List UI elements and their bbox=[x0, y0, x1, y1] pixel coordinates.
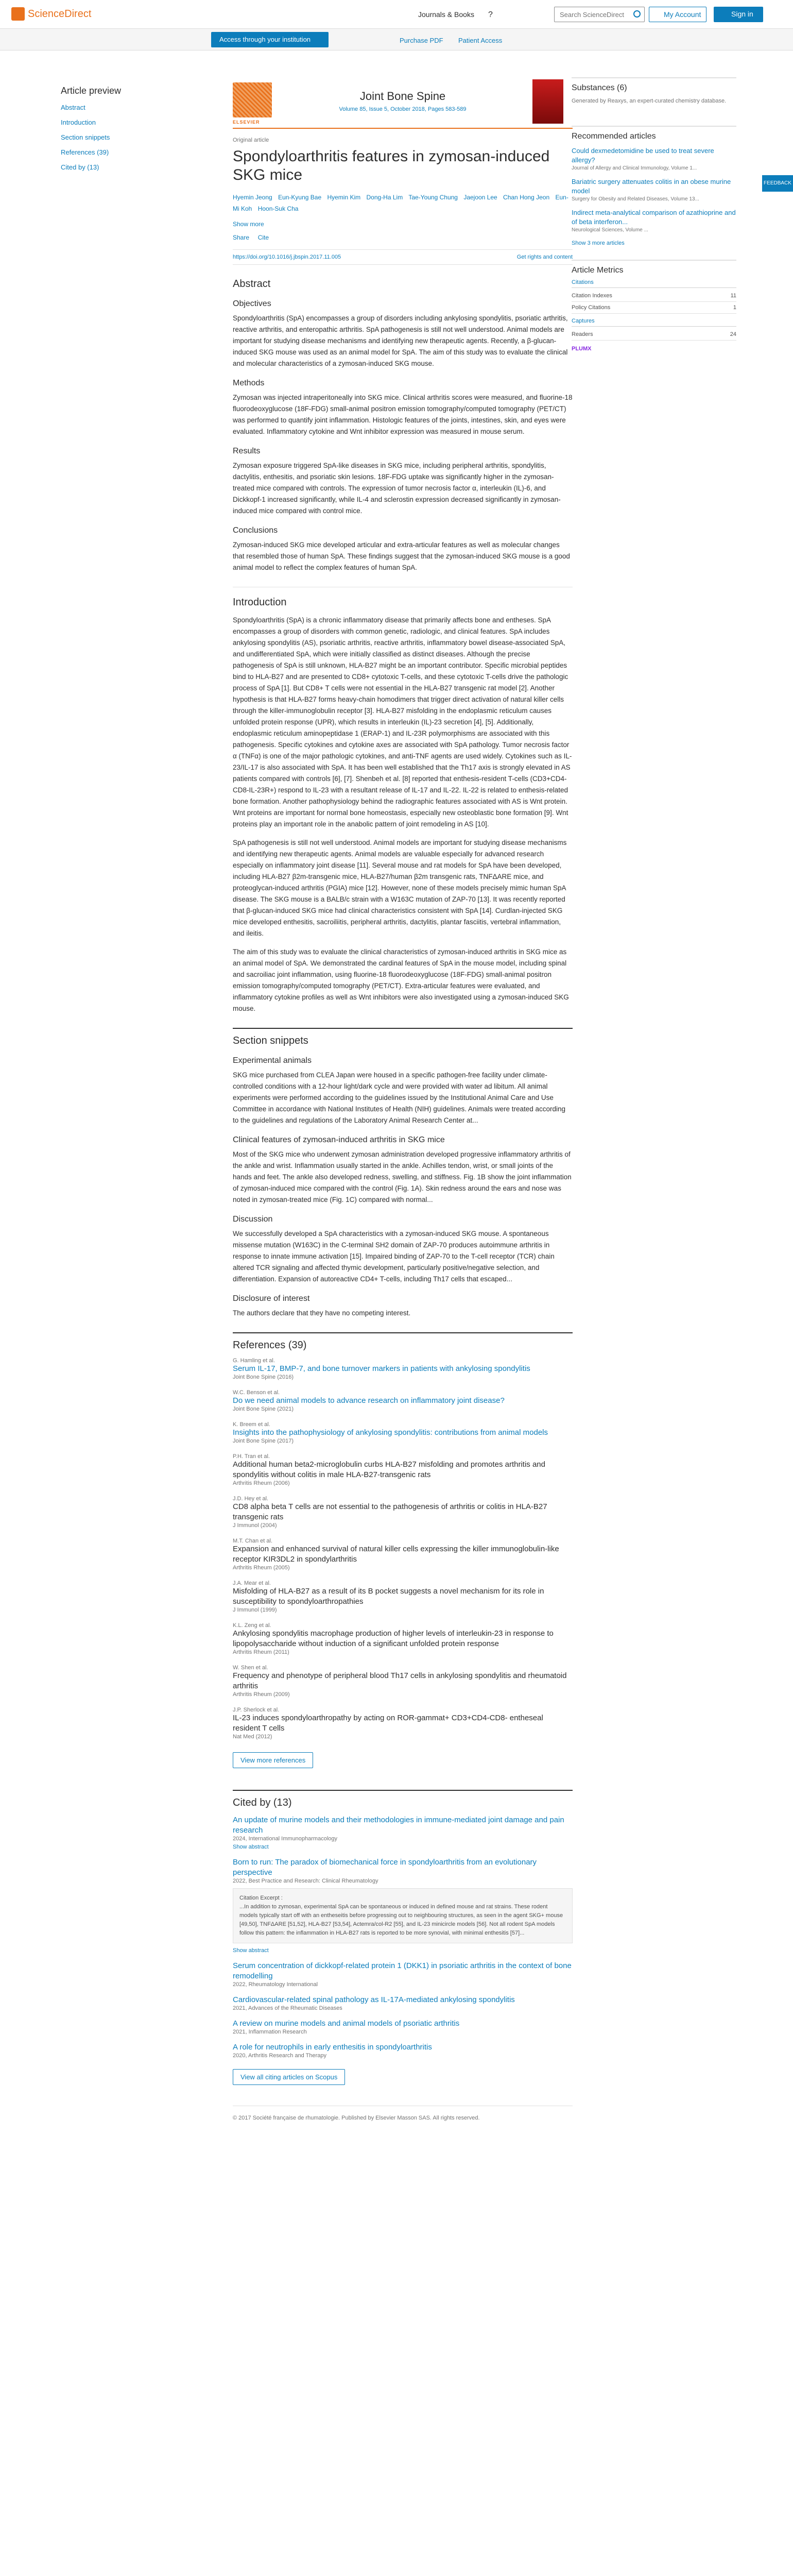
reference-source: J Immunol (2004) bbox=[233, 1522, 277, 1529]
reference-title[interactable]: Insights into the pathophysiology of ankylosing spondylitis: contributions from animal models bbox=[233, 1428, 548, 1437]
citing-title[interactable]: An update of murine models and their methodologies in immune-mediated joint damage and pain research bbox=[233, 1816, 564, 1835]
snippet-heading: Disclosure of interest bbox=[233, 1294, 310, 1303]
reference-title: Misfolding of HLA-B27 as a result of its B pocket suggests a novel mechanism for its role in susceptibility to spondyloarthropathies bbox=[233, 1587, 544, 1606]
outline-cited-by[interactable]: Cited by (13) bbox=[61, 163, 99, 171]
view-more-references-button[interactable]: View more references bbox=[233, 1752, 313, 1768]
feedback-button[interactable]: FEEDBACK bbox=[762, 175, 793, 192]
metric-value: 24 bbox=[730, 331, 736, 337]
search-icon[interactable] bbox=[633, 10, 641, 18]
reference-authors: P.H. Tran et al. bbox=[233, 1453, 270, 1460]
objectives-text: Spondyloarthritis (SpA) encompasses a group of disorders including ankylosing spondylitis, psoriatic arthritis, reactive arthritis, and enteropathic arthritis. SpA pathogenesis is still not well understood. Animal models are important for studying disease mechanisms and identifying new therapeutic agents. Recently, a β-glucan-induced SKG mouse was used as an animal model for SpA. The aim of this study was to evaluate the clinical and molecular characteristics of a zymosan-induced SKG mouse. bbox=[233, 314, 568, 367]
access-institution-button[interactable]: Access through your institution bbox=[211, 32, 329, 47]
share-button[interactable]: Share bbox=[233, 234, 250, 241]
reference-title: IL-23 induces spondyloarthropathy by acting on ROR-gammat+ CD3+CD4-CD8- entheseal resident T cells bbox=[233, 1714, 543, 1733]
outline-references[interactable]: References (39) bbox=[61, 148, 109, 156]
reference-list bbox=[233, 1358, 573, 1740]
metric-group: Citations bbox=[572, 279, 736, 288]
rec-title[interactable]: Indirect meta-analytical comparison of azathioprine and of beta interferon... bbox=[572, 209, 736, 226]
help-icon[interactable]: ? bbox=[488, 10, 493, 19]
citing-source: 2022, Rheumatology International bbox=[233, 1981, 318, 1988]
metric-row bbox=[572, 290, 736, 302]
reference-source: Arthritis Rheum (2005) bbox=[233, 1565, 290, 1571]
metric-row bbox=[572, 329, 736, 341]
journals-books-link[interactable]: Journals & Books bbox=[418, 10, 474, 19]
results-text: Zymosan exposure triggered SpA-like diseases in SKG mice, including peripheral arthritis, spondylitis, dactylitis, enthesitis, and psoriatic skin lesions. 18F-FDG uptake was significantly higher in the zymosan-treated mice compared with controls. The expression of tumor necrosis factor α, interleukin (IL)-6, and Dickkopf-1 increased significantly, while IL-4 and sclerostin expression decreased significantly in zymosan-induced mice compared with control mice. bbox=[233, 462, 561, 515]
reference-authors: K.L. Zeng et al. bbox=[233, 1622, 271, 1629]
recommended-panel bbox=[572, 126, 736, 247]
copyright-notice: © 2017 Société française de rhumatologie. Published by Elsevier Masson SAS. All rights reserved. bbox=[233, 2106, 573, 2123]
article-outline bbox=[61, 86, 164, 178]
citing-title[interactable]: A review on murine models and animal models of psoriatic arthritis bbox=[233, 2019, 460, 2028]
patient-access-link[interactable]: Patient Access bbox=[458, 37, 503, 44]
rec-journal: Surgery for Obesity and Related Diseases, Volume 13... bbox=[572, 196, 699, 202]
author-link[interactable]: Dong-Ha Lim bbox=[366, 194, 403, 201]
reference-authors: W. Shen et al. bbox=[233, 1665, 268, 1671]
rec-journal: Neurological Sciences, Volume ... bbox=[572, 227, 648, 233]
citing-source: 2024, International Immunopharmacology bbox=[233, 1836, 338, 1842]
author-list bbox=[233, 192, 573, 214]
metric-label: Citation Indexes bbox=[572, 293, 612, 299]
citing-source: 2022, Best Practice and Research: Clinical Rheumatology bbox=[233, 1878, 378, 1884]
recommended-article[interactable] bbox=[572, 208, 736, 234]
reference-title: Additional human beta2-microglobulin curbs HLA-B27 misfolding and promotes arthritis and spondylitis without colitis in male HLA-B27-transgenic rats bbox=[233, 1460, 545, 1479]
outline-title: Article preview bbox=[61, 86, 122, 96]
rec-journal: Journal of Allergy and Clinical Immunology, Volume 1... bbox=[572, 165, 697, 171]
snippet-heading: Discussion bbox=[233, 1215, 273, 1224]
excerpt-text: ...In addition to zymosan, experimental SpA can be spontaneous or induced in defined mouse and rat strains. These rodent models typically start off with an entheseitis before progressing out to neighbouring structures, as seen in the agent SKG+ mouse [49,50], TNFΔARE [51,52], HLA-B27 [53,54], Actemra/col-R2 [55], and IL-23 minicircle models [56]. Not all rodent SpA models follow this pattern: the inflammation in HLA-B27 rats is reported to be more synovial, with minimal enthesitis [57]... bbox=[239, 1904, 563, 1936]
share-cite-row bbox=[233, 234, 573, 241]
doi-row bbox=[233, 249, 573, 265]
metric-label: Policy Citations bbox=[572, 304, 611, 311]
show-more-button[interactable]: Show more bbox=[233, 221, 264, 228]
cited-by-heading: Cited by (13) bbox=[233, 1790, 573, 1809]
author-link[interactable]: Eun-Kyung Bae bbox=[278, 194, 322, 201]
reference-item bbox=[233, 1453, 573, 1486]
elsevier-tree-icon bbox=[11, 7, 25, 21]
citing-article bbox=[233, 1961, 573, 1988]
outline-abstract[interactable]: Abstract bbox=[61, 104, 85, 111]
reference-source: Joint Bone Spine (2017) bbox=[233, 1438, 294, 1444]
abstract-heading: Abstract bbox=[233, 278, 271, 290]
reference-title: Ankylosing spondylitis macrophage production of higher levels of interleukin-23 in response to lipopolysaccharide without induction of a significant unfolded protein response bbox=[233, 1629, 554, 1648]
cited-by-list bbox=[233, 1815, 573, 2059]
my-account-button[interactable]: My Account bbox=[649, 7, 706, 22]
purchase-pdf-link[interactable]: Purchase PDF bbox=[400, 37, 443, 44]
reference-authors: M.T. Chan et al. bbox=[233, 1538, 273, 1544]
results-heading: Results bbox=[233, 447, 261, 455]
sciencedirect-logo[interactable] bbox=[11, 7, 91, 21]
citing-article bbox=[233, 1995, 573, 2011]
metric-value: 1 bbox=[733, 304, 736, 311]
reference-item bbox=[233, 1622, 573, 1655]
cite-button[interactable]: Cite bbox=[257, 234, 269, 241]
reference-item bbox=[233, 1665, 573, 1698]
journal-volume[interactable]: Volume 85, Issue 5, October 2018, Pages 583-589 bbox=[339, 106, 467, 112]
article-type: Original article bbox=[233, 137, 269, 143]
reference-item bbox=[233, 1358, 573, 1380]
outline-snippets[interactable]: Section snippets bbox=[61, 133, 110, 141]
reference-item bbox=[233, 1538, 573, 1571]
recommended-article[interactable] bbox=[572, 146, 736, 172]
reference-source: Arthritis Rheum (2011) bbox=[233, 1649, 289, 1655]
citing-source: 2021, Inflammation Research bbox=[233, 2029, 307, 2035]
doi-link[interactable]: https://doi.org/10.1016/j.jbspin.2017.11.005 bbox=[233, 254, 341, 260]
substances-text: Generated by Reaxys, an expert-curated chemistry database. bbox=[572, 98, 727, 104]
metric-group: Captures bbox=[572, 318, 736, 327]
introduction-paragraph: Spondyloarthritis (SpA) is a chronic inflammatory disease that primarily affects bone and entheses. SpA encompasses a group of disorders with common genetic, radiologic, and clinical features. SpA includes ankylosing spondylitis (AS), psoriatic arthritis, reactive arthritis, inflammatory bowel disease-associated SpA, and undifferentiated SpA, which were initially classified as distinct diseases. Although the precise pathogenesis of SpA is still unknown, HLA-B27 might be an important contributor. Specific microbial peptides bind to HLA-B27 and are presented to CD8+ cytotoxic T-cells, and these cytotoxic T-cells drive the pathologic process of SpA [1]. But CD8+ T cells were not essential in the HLA-B27 transgenic rat model [2]. Another hypothesis is that HLA-B27 forms heavy-chain homodimers that trigger direct activation of natural killer cells through the killer-immunoglobulin receptor [3]. HLA-B27 misfolding in the endoplasmic reticulum causes unfolded protein response (UPR), which results in interleukin (IL)-23 secretion [4], [5]. Additionally, endoplasmic reticulum aminopeptidase 1 (ERAP-1) and IL-23R polymorphisms are associated with this pathogenesis. Specific cytokines and cytokine axes are associated with SpA pathology. Tumor necrosis factor α (TNFα) is one of the major pathologic cytokines, and anti-TNF agents are used widely. Cytokines such as IL-23/IL-17 is also associated with SpA. It has been well established that the Th17 axis is strongly elevated in AS patients compared with controls [6], [7]. Shenbeh et al. [8] reported that enthesis-resident T-cells (CD3+CD4-CD8-IL-23R+) respond to IL-23 with a resultant release of IL-17 and IL-22. IL-22 is related to enthesis-related bone formation. Another pathophysiology behind the radiographic features associated with AS is Wnt protein. Wnt proteins are important for normal bone homeostasis, especially new osteoblastic bone formation [9]. Wnt proteins play an important role in the anabolic pattern of joint remodeling in AS [10]. bbox=[233, 616, 572, 828]
author-link[interactable]: Jaejoon Lee bbox=[463, 194, 497, 201]
reference-title: CD8 alpha beta T cells are not essential to the pathogenesis of arthritis or colitis in HLA-B27 transgenic rats bbox=[233, 1502, 547, 1521]
article-title: Spondyloarthritis features in zymosan-induced SKG mice bbox=[233, 148, 550, 183]
search-input[interactable] bbox=[554, 7, 645, 22]
reference-title: Expansion and enhanced survival of natural killer cells expressing the killer immunoglobulin-like receptor KIR3DL2 in spondylarthritis bbox=[233, 1545, 559, 1564]
snippet-text: Most of the SKG mice who underwent zymosan administration developed progressive inflammatory arthritis of the ankle and wrist. Inflammation usually started in the ankle. Achilles tendon, wrist, or small joints of the hands and feet. The ankle also developed redness, swelling, and stiffness. Fig. 1B show the joint inflammation of zymosan-induced mice compared with the control (Fig. 1A). Skin redness around the ears and nose was noted in zymosan-treated mice (Fig. 1C) compared with normal... bbox=[233, 1150, 572, 1204]
plumx-logo[interactable]: PLUMX bbox=[572, 346, 592, 352]
introduction-paragraph: SpA pathogenesis is still not well understood. Animal models are important for studying disease mechanisms and identifying new therapeutic agents. Animal models are valuable especially for advanced research especially on inflammatory joint disease [11]. Several mouse and rat models for SpA have been developed, including HLA-B27 β2m-transgenic mice, HLA-B27/human β2m transgenic rats, TNFΔARE mice, and proteoglycan-induced arthritis (PGIA) mice [12]. However, none of these models precisely mimic human SpA disease. The SKG mouse is a BALB/c strain with a W163C mutation of ZAP-70 [13]. It was recently reported that β-glucan-induced SKG mice had clinical characteristics consistent with SpA [14]. Curdlan-injected SKG mice developed enthesitis, sacroiliitis, peripheral arthritis, dactylitis, plantar fasciitis, vertebral inflammation, and ileitis. bbox=[233, 839, 567, 937]
journal-cover-image[interactable] bbox=[532, 79, 563, 124]
excerpt-label: Citation Excerpt : bbox=[239, 1895, 283, 1901]
reference-authors: G. Hamling et al. bbox=[233, 1358, 275, 1364]
top-bar bbox=[0, 0, 793, 29]
metrics-title: Article Metrics bbox=[572, 266, 624, 275]
metric-label: Readers bbox=[572, 331, 593, 337]
sign-in-button[interactable]: Sign in bbox=[714, 7, 763, 22]
reference-title[interactable]: Do we need animal models to advance research on inflammatory joint disease? bbox=[233, 1396, 505, 1405]
citing-title[interactable]: Serum concentration of dickkopf-related protein 1 (DKK1) in psoriatic arthritis in the context of bone remodelling bbox=[233, 1961, 572, 1980]
conclusions-text: Zymosan-induced SKG mice developed articular and extra-articular features as well as molecular changes that resembled those of human SpA. These findings suggest that the zymosan-induced SKG mouse is a good animal model to reflect the complex features of human SpA. bbox=[233, 541, 570, 571]
reference-authors: J.D. Hey et al. bbox=[233, 1496, 269, 1502]
rec-title[interactable]: Bariatric surgery attenuates colitis in an obese murine model bbox=[572, 178, 731, 195]
reference-authors: J.A. Mear et al. bbox=[233, 1580, 271, 1586]
citing-article bbox=[233, 1857, 573, 1954]
author-link[interactable]: Tae-Young Chung bbox=[408, 194, 458, 201]
citing-article bbox=[233, 2042, 573, 2059]
outline-introduction[interactable]: Introduction bbox=[61, 118, 96, 126]
rights-link[interactable]: Get rights and content bbox=[516, 254, 573, 260]
citing-source: 2021, Advances of the Rheumatic Diseases bbox=[233, 2005, 342, 2011]
show-more-articles[interactable]: Show 3 more articles bbox=[572, 240, 625, 246]
citing-title[interactable]: Born to run: The paradox of biomechanical force in spondyloarthritis from an evolutionary perspective bbox=[233, 1858, 537, 1877]
author-link[interactable]: Chan Hong Jeon bbox=[503, 194, 550, 201]
reference-source: Arthritis Rheum (2006) bbox=[233, 1480, 290, 1486]
reference-item bbox=[233, 1421, 573, 1444]
recommended-title: Recommended articles bbox=[572, 132, 656, 141]
citing-title[interactable]: Cardiovascular-related spinal pathology as IL-17A-mediated ankylosing spondylitis bbox=[233, 1995, 515, 2004]
view-all-citing-button[interactable]: View all citing articles on Scopus bbox=[233, 2069, 345, 2085]
snippets-heading: Section snippets bbox=[233, 1028, 573, 1047]
metric-value: 11 bbox=[730, 293, 736, 299]
article-main bbox=[233, 77, 573, 2123]
reference-title[interactable]: Serum IL-17, BMP-7, and bone turnover markers in patients with ankylosing spondylitis bbox=[233, 1364, 530, 1373]
objectives-heading: Objectives bbox=[233, 299, 271, 308]
citing-article bbox=[233, 1815, 573, 1850]
journal-title[interactable]: Joint Bone Spine bbox=[359, 90, 446, 103]
substances-panel bbox=[572, 77, 736, 105]
reference-source: Arthritis Rheum (2009) bbox=[233, 1691, 290, 1698]
references-heading: References (39) bbox=[233, 1332, 573, 1351]
show-abstract-button[interactable]: Show abstract bbox=[233, 1844, 269, 1850]
reference-source: Joint Bone Spine (2021) bbox=[233, 1406, 294, 1412]
reference-authors: J.P. Sherlock et al. bbox=[233, 1707, 280, 1713]
reference-item bbox=[233, 1707, 573, 1740]
reference-authors: K. Breem et al. bbox=[233, 1421, 270, 1428]
snippet-heading: Clinical features of zymosan-induced arthritis in SKG mice bbox=[233, 1136, 445, 1144]
citing-source: 2020, Arthritis Research and Therapy bbox=[233, 2053, 327, 2059]
metrics-panel bbox=[572, 260, 736, 353]
citing-title[interactable]: A role for neutrophils in early enthesitis in spondyloarthritis bbox=[233, 2043, 432, 2052]
reference-item bbox=[233, 1496, 573, 1529]
recommended-article[interactable] bbox=[572, 177, 736, 203]
methods-heading: Methods bbox=[233, 379, 265, 387]
journal-header bbox=[233, 77, 573, 129]
reference-item bbox=[233, 1389, 573, 1412]
citing-article bbox=[233, 2019, 573, 2035]
reference-source: Joint Bone Spine (2016) bbox=[233, 1374, 294, 1380]
methods-text: Zymosan was injected intraperitoneally into SKG mice. Clinical arthritis scores were measured, and fluorine-18 fluorodeoxyglucose (18F-FDG) small-animal positron emission tomography/computed tomography (PET/CT) was performed to quantify joint inflammation. Histologic features of the joints, intestines, skin, and eyes were evaluated. Inflammatory cytokine and Wnt inhibitor expression was measured in mouse serum. bbox=[233, 394, 573, 435]
publisher-label: ELSEVIER bbox=[233, 120, 260, 125]
snippet-text: SKG mice purchased from CLEA Japan were housed in a specific pathogen-free facility under climate-controlled conditions with a 12-hour light/dark cycle and were provided with water ad libitum. All animal experiments were performed according to the guidelines issued by the Institutional Animal Care and Use Committee in accordance with National Institutes of Health (NIH) guidelines. Animals were treated according to the guidelines and regulations of the Laboratory Animal Research Center at... bbox=[233, 1071, 566, 1124]
conclusions-heading: Conclusions bbox=[233, 526, 278, 535]
reference-source: Nat Med (2012) bbox=[233, 1734, 272, 1740]
snippet-text: The authors declare that they have no competing interest. bbox=[233, 1309, 411, 1317]
reference-authors: W.C. Benson et al. bbox=[233, 1389, 280, 1396]
reference-item bbox=[233, 1580, 573, 1613]
author-link[interactable]: Hyemin Kim bbox=[327, 194, 361, 201]
brand-name: ScienceDirect bbox=[28, 8, 92, 20]
reference-source: J Immunol (1999) bbox=[233, 1607, 277, 1613]
snippet-text: We successfully developed a SpA characteristics with a zymosan-induced SKG mouse. A spontaneous missense mutation (W163C) in the C-terminal SH2 domain of ZAP-70 produces autoimmune arthritis in response to innate immune activation [15]. Impaired binding of ZAP-70 to the T-cell receptor (TCR) chain altered TCR signaling and affected thymic development, particularly positive/negative selection, and differentiation. Expansion of autoreactive CD4+ T-cells, including Th17 cells that escaped... bbox=[233, 1230, 555, 1283]
author-link[interactable]: Hoon-Suk Cha bbox=[257, 205, 299, 212]
citation-excerpt bbox=[233, 1888, 573, 1943]
substances-title[interactable]: Substances (6) bbox=[572, 83, 627, 92]
show-abstract-button[interactable]: Show abstract bbox=[233, 1947, 269, 1954]
author-link[interactable]: Hyemin Jeong bbox=[233, 194, 272, 201]
introduction-paragraph: The aim of this study was to evaluate the clinical characteristics of zymosan-induced arthritis in SKG mice as an animal model of SpA. We demonstrated the cardinal features of SpA in the mouse model, including spinal and sacroiliac joint inflammation, using fluorine-18 fluorodeoxyglucose (18F-FDG) small-animal positron emission tomography/computed tomography (PET/CT). Extra-articular features were evaluated, and inflammatory cytokine profiles as well as Wnt inhibitors were also investigated using a zymosan-induced SKG mouse. bbox=[233, 948, 569, 1012]
right-sidebar bbox=[572, 77, 736, 365]
author-link[interactable]: Eun-Mi Koh bbox=[233, 194, 568, 212]
reference-title: Frequency and phenotype of peripheral blood Th17 cells in ankylosing spondylitis and rheumatoid arthritis bbox=[233, 1671, 567, 1690]
rec-title[interactable]: Could dexmedetomidine be used to treat severe allergy? bbox=[572, 147, 714, 164]
access-bar bbox=[0, 29, 793, 50]
metric-row bbox=[572, 302, 736, 314]
introduction-heading: Introduction bbox=[233, 587, 573, 608]
snippet-heading: Experimental animals bbox=[233, 1056, 312, 1065]
